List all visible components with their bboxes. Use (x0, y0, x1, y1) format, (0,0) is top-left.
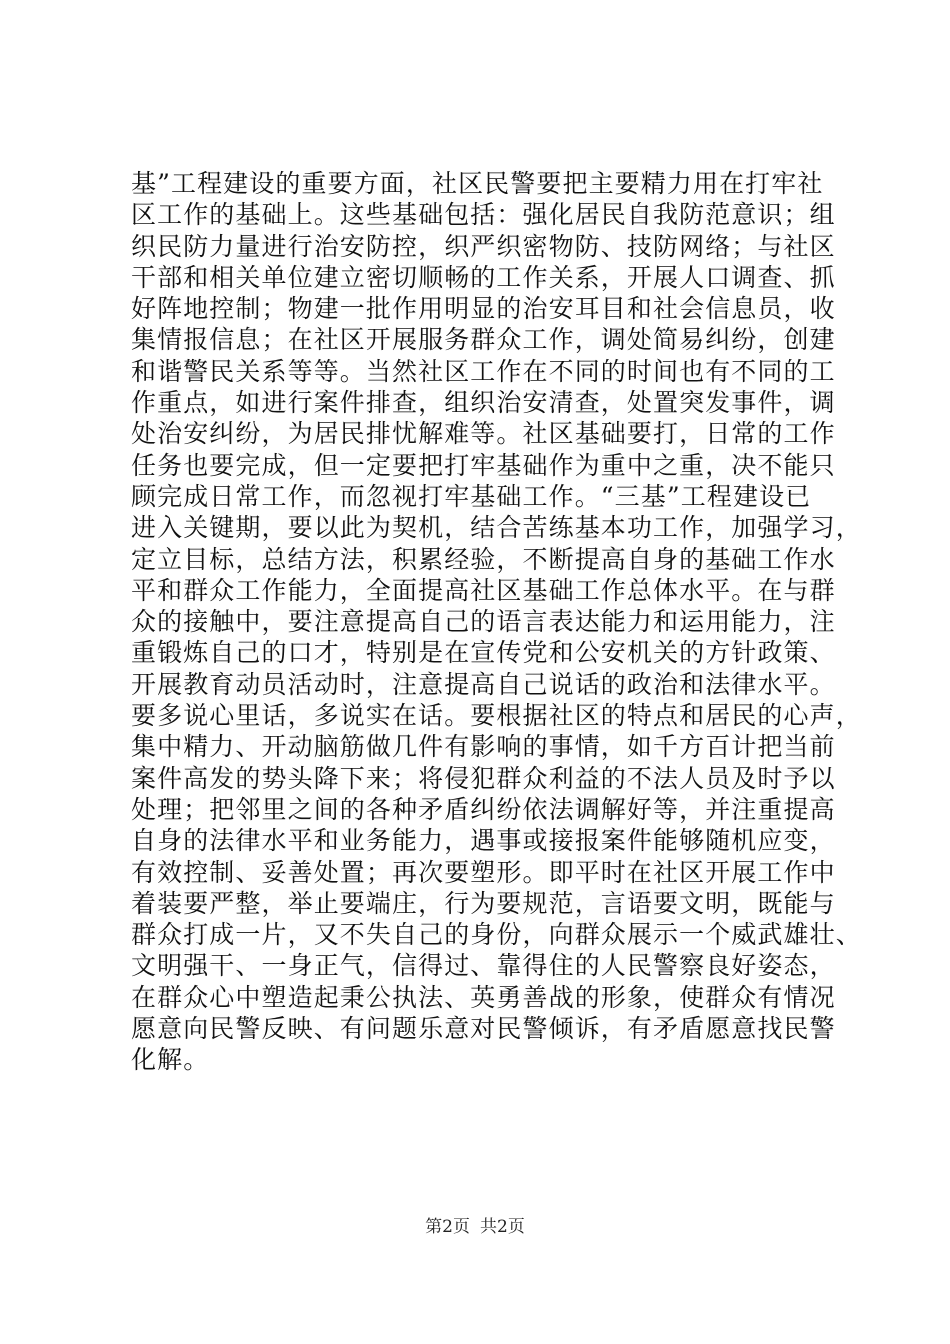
text-line: 化解。 (131, 1045, 210, 1075)
page-total: 共2页 (480, 1217, 525, 1237)
page-footer (0, 1216, 950, 1238)
text-line: 文明强干、一身正气，信得过、靠得住的人民警察良好姿态， (131, 951, 836, 981)
text-line: 处治安纠纷，为居民排忧解难等。社区基础要打，日常的工作 (131, 419, 836, 449)
text-line: 案件高发的势头降下来；将侵犯群众利益的不法人员及时予以 (131, 763, 836, 793)
text-line: 愿意向民警反映、有问题乐意对民警倾诉，有矛盾愿意找民警 (131, 1014, 836, 1044)
text-line: 着装要严整，举止要端庄，行为要规范，言语要文明，既能与 (131, 888, 836, 918)
text-line: 在群众心中塑造起秉公执法、英勇善战的形象，使群众有情况 (131, 982, 836, 1012)
text-line: 重锻炼自己的口才，特别是在宣传党和公安机关的方针政策、 (131, 638, 836, 668)
text-line: 众的接触中，要注意提高自己的语言表达能力和运用能力，注 (131, 607, 836, 637)
text-line: 区工作的基础上。这些基础包括：强化居民自我防范意识；组 (131, 200, 836, 230)
text-line: 平和群众工作能力，全面提高社区基础工作总体水平。在与群 (131, 575, 836, 605)
text-line: 群众打成一片，又不失自己的身份，向群众展示一个威武雄壮、 (131, 920, 862, 950)
text-line: 有效控制、妥善处置；再次要塑形。即平时在社区开展工作中 (131, 857, 836, 887)
text-line: 进入关键期，要以此为契机，结合苦练基本功工作，加强学习， (131, 513, 862, 543)
text-line: 集情报信息；在社区开展服务群众工作，调处简易纠纷，创建 (131, 325, 836, 355)
text-line: 开展教育动员活动时，注意提高自己说话的政治和法律水平。 (131, 669, 836, 699)
body-paragraph (131, 168, 862, 1076)
page-number: 第2页 (425, 1217, 470, 1237)
text-line: 顾完成日常工作，而忽视打牢基础工作。“三基”工程建设已 (131, 481, 812, 511)
text-line: 任务也要完成，但一定要把打牢基础作为重中之重，决不能只 (131, 450, 836, 480)
text-line: 集中精力、开动脑筋做几件有影响的事情，如千方百计把当前 (131, 732, 836, 762)
text-line: 基”工程建设的重要方面，社区民警要把主要精力用在打牢社 (131, 169, 824, 198)
text-line: 自身的法律水平和业务能力，遇事或接报案件能够随机应变， (131, 826, 836, 856)
text-line: 好阵地控制；物建一批作用明显的治安耳目和社会信息员，收 (131, 294, 836, 324)
text-line: 作重点，如进行案件排查，组织治安清查，处置突发事件，调 (131, 388, 836, 418)
text-line: 干部和相关单位建立密切顺畅的工作关系，开展人口调查、抓 (131, 262, 836, 292)
text-line: 处理；把邻里之间的各种矛盾纠纷依法调解好等，并注重提高 (131, 794, 836, 824)
text-line: 和谐警民关系等等。当然社区工作在不同的时间也有不同的工 (131, 356, 836, 386)
text-line: 织民防力量进行治安防控，织严织密物防、技防网络；与社区 (131, 231, 836, 261)
text-line: 要多说心里话，多说实在话。要根据社区的特点和居民的心声， (131, 701, 862, 731)
text-line: 定立目标，总结方法，积累经验，不断提高自身的基础工作水 (131, 544, 836, 574)
